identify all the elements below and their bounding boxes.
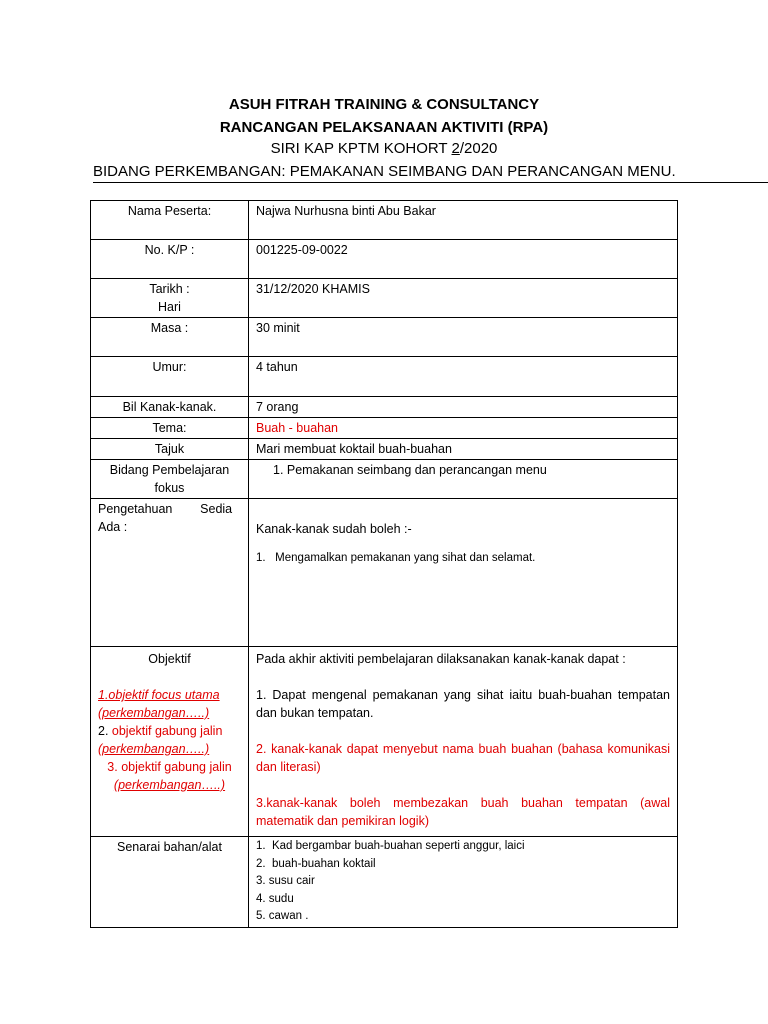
value-masa: 30 minit	[249, 318, 678, 357]
label-pengetahuan: Pengetahuan Sedia Ada :	[91, 499, 249, 647]
objektif-2	[98, 722, 241, 740]
value-bidang: 1. Pemakanan seimbang dan perancangan menu	[249, 460, 678, 499]
objektif-1: 1.objektif focus utama (perkembangan…..)	[98, 688, 220, 720]
objektif-2-num: 2.	[98, 724, 112, 738]
doc-title: RANCANGAN PELAKSANAAN AKTIVITI (RPA)	[219, 119, 549, 136]
label-senarai: Senarai bahan/alat	[91, 837, 249, 928]
value-objektif	[249, 647, 678, 837]
pengetahuan-intro: Kanak-kanak sudah boleh :-	[256, 522, 412, 536]
value-pengetahuan	[249, 499, 678, 647]
senarai-item: 5. cawan .	[256, 910, 309, 922]
series-line	[0, 139, 768, 159]
senarai-item: 3. susu cair	[256, 875, 315, 887]
label-bidang: Bidang Pembelajaran fokus	[91, 460, 249, 499]
objektif-3-dev: (perkembangan…..)	[113, 778, 226, 792]
objektif-2-text: objektif gabung jalin	[111, 724, 223, 738]
value-tarikh: 31/12/2020 KHAMIS	[249, 279, 678, 318]
table-row	[91, 499, 678, 647]
label-nama: Nama Peserta:	[91, 201, 249, 240]
objektif-3: 3. objektif gabung jalin	[107, 760, 232, 774]
label-tajuk: Tajuk	[91, 439, 249, 460]
org-title: ASUH FITRAH TRAINING & CONSULTANCY	[228, 96, 540, 113]
table-row	[91, 439, 678, 460]
label-umur: Umur:	[91, 357, 249, 397]
objektif-point-1: 1. Dapat mengenal pemakanan yang sihat iaitu buah-buahan tempatan dan bukan tempatan.	[256, 688, 670, 720]
table-row	[91, 318, 678, 357]
value-senarai	[249, 837, 678, 928]
table-row	[91, 418, 678, 439]
rpa-table	[90, 200, 678, 928]
value-nama: Najwa Nurhusna binti Abu Bakar	[249, 201, 678, 240]
table-row	[91, 837, 678, 928]
table-row	[91, 279, 678, 318]
value-kp: 001225-09-0022	[249, 240, 678, 279]
value-bil: 7 orang	[249, 397, 678, 418]
series-prefix: SIRI KAP KPTM KOHORT	[270, 140, 452, 157]
field-heading: BIDANG PERKEMBANGAN: PEMAKANAN SEIMBANG DAN PERANCANGAN MENU.	[93, 162, 768, 183]
label-tarikh-line2: Hari	[158, 300, 181, 314]
objektif-intro: Pada akhir aktiviti pembelajaran dilaksanakan kanak-kanak dapat :	[256, 652, 626, 666]
senarai-item: 4. sudu	[256, 892, 294, 905]
label-bil: Bil Kanak-kanak.	[91, 397, 249, 418]
series-year: /2020	[459, 140, 498, 157]
table-row	[91, 647, 678, 837]
label-tarikh-line1: Tarikh :	[149, 282, 190, 296]
value-tema: Buah - buahan	[249, 418, 678, 439]
table-row	[91, 357, 678, 397]
objektif-point-3: 3.kanak-kanak boleh membezakan buah buahan tempatan (awal matematik dan pemikiran logik)	[256, 796, 670, 828]
pengetahuan-item: 1. Mengamalkan pemakanan yang sihat dan selamat.	[256, 552, 536, 564]
objektif-point-2: 2. kanak-kanak dapat menyebut nama buah buahan (bahasa komunikasi dan literasi)	[256, 742, 670, 774]
label-kp: No. K/P :	[91, 240, 249, 279]
table-row	[91, 397, 678, 418]
table-row	[91, 460, 678, 499]
value-tajuk: Mari membuat koktail buah-buahan	[249, 439, 678, 460]
label-objektif	[91, 647, 249, 837]
senarai-item: 2. buah-buahan koktail	[256, 857, 376, 870]
table-row	[91, 240, 678, 279]
label-tema: Tema:	[91, 418, 249, 439]
label-tarikh	[91, 279, 249, 318]
objektif-heading: Objektif	[148, 652, 191, 666]
cohort-number: 2	[451, 140, 460, 157]
value-umur: 4 tahun	[249, 357, 678, 397]
table-row	[91, 201, 678, 240]
senarai-item: 1. Kad bergambar buah-buahan seperti anggur, laici	[256, 840, 525, 852]
objektif-2-dev: (perkembangan…..)	[98, 742, 210, 756]
label-masa: Masa :	[91, 318, 249, 357]
